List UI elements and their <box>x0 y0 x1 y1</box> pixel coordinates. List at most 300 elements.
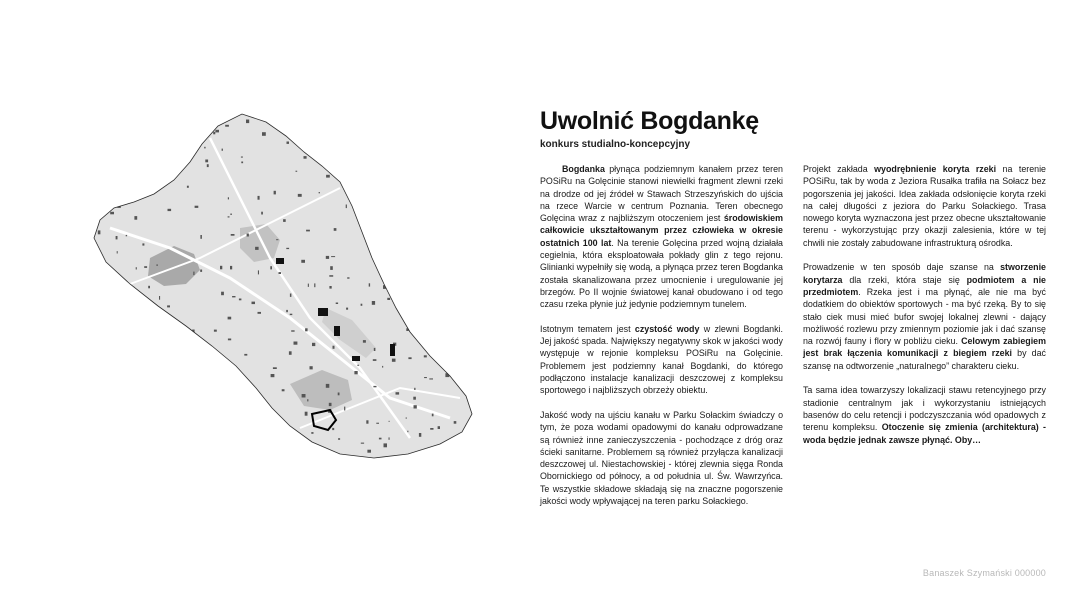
building <box>230 266 232 270</box>
building <box>389 437 390 439</box>
building <box>376 423 379 424</box>
building <box>230 214 231 216</box>
building <box>404 459 407 462</box>
building <box>157 264 158 266</box>
building <box>183 391 187 392</box>
building <box>366 420 368 423</box>
building <box>294 112 297 113</box>
building <box>466 140 470 143</box>
text: . Rzeka jest i ma płynąć, ale nie ma być dodatkiem do obiektów sportowych - ma być rzeką. By to się stało ciek musi mieć bufor swojej lokalnej zlewni - dający możliwość rozlewu przy zmiennym poziomie jak i dać szansę na rozwój fauny i flory w pobliżu cieku. <box>803 286 1046 347</box>
building <box>419 433 421 437</box>
building <box>438 426 440 429</box>
text-column-right <box>803 163 1046 458</box>
building <box>123 133 125 134</box>
building <box>346 308 348 310</box>
text: na terenie POSiRu, tak by woda z Jeziora Rusałka trafiła na Sołacz bez pogorszenia jej jakości. Idea zakłada odsłonięcie koryta rzeki na całej długości z jeziora do Parku Sołackiego. Trasa nowego koryta wyznaczona jest przez obecne ukształtowanie terenu - wykorzystując przy okazji zalesienia, które w tej chwili nie zostały zabudowane infrastrukturą ośrodka. <box>803 164 1046 248</box>
building <box>349 457 351 460</box>
building <box>453 158 455 160</box>
bold-text: czystość wody <box>634 323 700 334</box>
building <box>271 374 275 377</box>
building <box>460 282 462 285</box>
building <box>481 462 482 465</box>
bold-text: Bogdanka <box>562 164 605 174</box>
building <box>154 162 156 163</box>
paragraph <box>803 163 1046 249</box>
building <box>482 274 486 278</box>
building <box>298 194 302 197</box>
building <box>478 152 482 154</box>
building <box>473 242 475 244</box>
building <box>338 393 340 396</box>
building <box>148 286 150 289</box>
building <box>332 428 334 430</box>
landmark-block <box>318 308 328 316</box>
building <box>478 164 480 165</box>
building <box>319 192 320 193</box>
building <box>286 310 288 312</box>
building <box>98 230 101 234</box>
building <box>246 433 249 436</box>
building <box>469 227 472 230</box>
building <box>255 247 259 250</box>
building <box>287 142 290 144</box>
building <box>314 455 317 459</box>
building <box>479 280 483 284</box>
building <box>137 373 141 377</box>
bold-text: wyodrębnienie koryta rzeki <box>874 164 997 174</box>
building <box>116 236 118 239</box>
building <box>479 132 482 134</box>
building <box>414 388 415 390</box>
building <box>150 424 153 428</box>
building <box>158 406 161 409</box>
building <box>329 275 333 277</box>
building <box>102 301 104 303</box>
building <box>433 212 437 214</box>
building <box>128 372 129 375</box>
building <box>406 418 407 419</box>
building <box>162 138 165 141</box>
building <box>392 359 396 362</box>
building <box>454 299 456 300</box>
text: dla rzeki, która staje się <box>842 274 967 285</box>
bold-text: środowiskiem całkowicie ukształtowanym przez człowieka w okresie ostatnich 100 lat <box>540 213 783 248</box>
building <box>430 428 433 430</box>
text: Istotnym tematem jest <box>540 323 635 334</box>
building <box>228 339 231 341</box>
building <box>200 235 202 239</box>
building <box>361 304 363 306</box>
building <box>195 206 199 208</box>
building <box>473 347 476 349</box>
building <box>290 294 292 297</box>
paragraph <box>803 261 1046 372</box>
building <box>251 405 254 407</box>
building <box>96 386 99 389</box>
building <box>213 132 215 135</box>
building <box>296 121 298 124</box>
building <box>372 243 376 245</box>
page-subtitle: konkurs studialno-koncepcyjny <box>540 139 691 150</box>
building <box>93 352 96 355</box>
bold-text: podmiotem a nie przedmiotem <box>803 274 1046 297</box>
building <box>276 239 278 240</box>
building <box>136 267 137 269</box>
building <box>477 330 480 333</box>
building <box>204 147 205 149</box>
building <box>168 209 172 211</box>
building <box>243 438 247 441</box>
building <box>346 205 347 209</box>
building <box>408 357 411 359</box>
building <box>273 367 277 369</box>
building <box>245 111 246 112</box>
building <box>121 288 124 290</box>
building <box>183 432 184 434</box>
building <box>161 133 162 136</box>
building <box>347 277 349 278</box>
building <box>329 286 331 289</box>
building <box>131 423 133 425</box>
building <box>215 402 218 406</box>
building <box>138 369 140 373</box>
building <box>142 243 144 245</box>
building <box>167 407 169 409</box>
building <box>127 286 130 289</box>
building <box>193 139 196 140</box>
building <box>214 330 217 332</box>
building <box>96 116 99 119</box>
building <box>205 449 207 451</box>
building <box>433 457 437 460</box>
building <box>438 207 441 210</box>
building <box>333 346 335 349</box>
building <box>314 283 315 287</box>
building <box>258 196 260 200</box>
building <box>373 386 376 387</box>
building <box>102 371 103 372</box>
building <box>329 403 332 406</box>
building <box>422 169 423 170</box>
building <box>215 130 219 133</box>
building <box>396 117 399 118</box>
building <box>416 310 419 313</box>
building <box>305 412 308 416</box>
building <box>371 163 373 165</box>
landmark-block <box>334 326 340 336</box>
building <box>161 153 164 154</box>
building <box>187 186 189 188</box>
building <box>387 298 390 300</box>
building <box>91 222 95 226</box>
building <box>92 331 93 333</box>
building <box>480 308 484 310</box>
building <box>220 266 222 270</box>
building <box>231 234 235 236</box>
text: Ta sama idea towarzyszy lokalizacji stawu retencyjnego przy stadionie centralnym jak i wykorzystaniu istniejących basenów do celu retencji i podczyszczania wód opadowych z terenu kompleksu. <box>803 385 1046 433</box>
building <box>170 162 172 164</box>
building <box>336 303 338 305</box>
building <box>102 445 105 446</box>
building <box>324 151 327 152</box>
building <box>439 309 440 311</box>
building <box>117 251 118 253</box>
building <box>468 251 470 252</box>
building <box>338 438 340 440</box>
building <box>454 421 457 424</box>
building <box>396 279 397 280</box>
landmark-block <box>276 258 284 264</box>
paragraph: Jakość wody na ujściu kanału w Parku Sołackim świadczy o tym, że poza wodami opadowymi do kanału odprowadzane są również inne zanieczyszczenia - pochodzące z dróg oraz ścieki sanitarne. Problemem są również przyłącza kanalizacji deszczowej ul. Niestachowskiej - której zlewnia sięga Ronda Obornickiego od północy, a od południa ul. Św. Wawrzyńca. Te wszystkie składowe składają się na znaczne pogorszenie jakości wody wpływającej na teren parku Sołackiego. <box>540 409 783 507</box>
building <box>105 338 107 339</box>
building <box>110 212 114 215</box>
building <box>459 172 462 173</box>
building <box>410 133 412 136</box>
building <box>203 422 205 426</box>
building <box>183 374 187 377</box>
text: płynąca podziemnym kanałem przez teren POSiRu na Golęcinie stanowi niewielki fragment zlewni rzeki na drodze od jej źródeł w Stawach Strzeszyńskich do ujścia na rzece Warcie w centrum Poznania. Teren obecnego Golęcina wraz z najbliższym otoczeniem jest <box>540 164 783 224</box>
building <box>291 330 294 331</box>
bold-text: stworzenie korytarza <box>803 262 1046 285</box>
building <box>214 384 215 386</box>
building <box>225 125 229 127</box>
building <box>107 444 109 445</box>
building <box>270 464 273 467</box>
building <box>459 128 462 131</box>
building <box>464 457 466 459</box>
building <box>274 191 276 195</box>
building <box>470 399 473 400</box>
building <box>392 463 395 464</box>
building <box>306 230 310 232</box>
building <box>380 223 383 225</box>
building <box>384 443 388 447</box>
building <box>261 212 263 215</box>
building <box>372 460 373 463</box>
building <box>473 163 475 166</box>
building <box>424 377 427 378</box>
building <box>290 314 293 315</box>
building <box>439 236 442 239</box>
building <box>476 111 479 113</box>
building <box>453 361 455 365</box>
building <box>379 127 381 131</box>
building <box>342 141 344 142</box>
landmark-block <box>352 356 360 361</box>
building <box>207 164 209 167</box>
bold-text: Otoczenie się zmienia (architektura) - woda będzie jednak zawsze płynąć. Oby… <box>803 422 1047 445</box>
building <box>258 270 259 274</box>
building <box>302 394 306 398</box>
building <box>453 368 457 371</box>
building <box>126 235 127 236</box>
building <box>369 283 370 286</box>
building <box>463 348 465 350</box>
building <box>372 301 375 305</box>
building <box>199 435 203 438</box>
building <box>401 458 402 459</box>
building <box>474 360 476 361</box>
building <box>294 342 298 345</box>
building <box>239 299 242 301</box>
building <box>358 109 361 110</box>
building <box>456 290 458 292</box>
building <box>229 115 233 117</box>
building <box>134 216 137 220</box>
text-column-left <box>540 163 783 520</box>
building <box>241 157 243 158</box>
building <box>432 414 434 417</box>
landmark-block <box>390 344 395 356</box>
building <box>326 256 329 259</box>
building <box>394 183 397 186</box>
building <box>466 209 470 212</box>
building <box>458 453 461 456</box>
building <box>283 219 286 222</box>
building <box>208 395 210 397</box>
building <box>138 435 140 436</box>
building <box>445 348 448 350</box>
building <box>270 419 271 423</box>
building <box>221 292 224 296</box>
building <box>294 464 296 468</box>
building <box>169 147 172 150</box>
building <box>311 432 313 434</box>
building <box>325 142 326 146</box>
building <box>440 168 444 172</box>
building <box>308 284 309 287</box>
building <box>249 411 250 412</box>
building <box>448 313 450 316</box>
building <box>444 278 447 280</box>
building <box>307 399 308 401</box>
building <box>485 398 487 402</box>
building <box>113 368 116 371</box>
building <box>382 366 383 368</box>
building <box>232 296 235 297</box>
building <box>456 366 458 368</box>
building <box>414 405 417 408</box>
building <box>464 292 467 294</box>
text: . Na terenie Golęcina przed wojną działała cegielnia, która eksploatowała pokłady glin z tego rejonu. Glinianki wypełniły się wodą, a płynąca przez teren Bogdanka została skanalizowana przez umocnienie i uregulowanie jej brzegów. Po II wojnie światowej kanał obudowano i od tego czasu rzeka płynie już jedynie podziemnym tunelem. <box>540 237 783 310</box>
building <box>357 365 359 366</box>
building <box>444 258 447 261</box>
building <box>102 400 103 402</box>
building <box>429 378 433 379</box>
building <box>290 434 292 438</box>
building <box>228 317 232 320</box>
building <box>261 451 265 452</box>
building <box>365 235 367 238</box>
building <box>246 120 249 124</box>
building <box>445 197 448 200</box>
building <box>411 256 413 257</box>
building <box>417 178 420 181</box>
building <box>91 408 93 411</box>
building <box>273 422 275 423</box>
building <box>222 149 223 151</box>
building <box>440 186 444 187</box>
building <box>222 118 225 120</box>
building <box>361 443 364 444</box>
building <box>477 430 479 433</box>
building <box>228 216 230 217</box>
building <box>248 407 250 409</box>
building <box>145 167 148 168</box>
building <box>262 132 266 136</box>
building <box>374 348 376 351</box>
building <box>241 162 243 164</box>
building <box>173 460 176 464</box>
building <box>344 407 345 411</box>
building <box>252 302 256 305</box>
building <box>139 387 141 390</box>
building <box>142 147 145 150</box>
text: by dać szansę na odtworzenie „naturalnego” charakteru cieku. <box>803 348 1046 371</box>
building <box>144 430 146 431</box>
building <box>354 135 357 138</box>
building <box>426 190 429 193</box>
building <box>326 175 330 178</box>
building <box>333 467 335 468</box>
building <box>393 143 395 146</box>
building <box>198 109 200 113</box>
building <box>159 365 162 368</box>
building <box>407 431 408 433</box>
building <box>96 377 97 380</box>
building <box>372 113 374 116</box>
building <box>110 331 113 334</box>
building <box>435 140 438 144</box>
building <box>373 359 377 361</box>
building <box>159 296 160 300</box>
building <box>244 354 247 356</box>
building <box>334 228 337 231</box>
building <box>282 389 285 391</box>
building <box>367 450 371 453</box>
building <box>304 156 307 159</box>
building <box>446 119 448 122</box>
building <box>113 348 117 351</box>
building <box>312 343 315 346</box>
building <box>115 119 119 120</box>
building <box>462 190 464 194</box>
catchment-map <box>90 108 490 468</box>
building <box>144 266 147 268</box>
building <box>184 435 186 437</box>
building <box>468 335 469 336</box>
building <box>244 444 246 446</box>
building <box>354 371 357 374</box>
building <box>258 312 262 314</box>
building <box>296 171 298 172</box>
building <box>301 260 305 263</box>
building <box>247 234 249 237</box>
building <box>330 108 333 111</box>
building <box>366 226 370 229</box>
paragraph <box>540 323 783 397</box>
building <box>473 281 475 284</box>
building <box>200 270 202 272</box>
text: Prowadzenie w ten sposób daje szanse na <box>803 262 1001 273</box>
page-title: Uwolnić Bogdankę <box>540 107 759 135</box>
building <box>198 463 201 466</box>
building <box>279 272 282 274</box>
footer-credit: Banaszek Szymański 000000 <box>922 568 1046 578</box>
building <box>184 394 187 395</box>
building <box>482 295 484 297</box>
building <box>373 113 374 115</box>
